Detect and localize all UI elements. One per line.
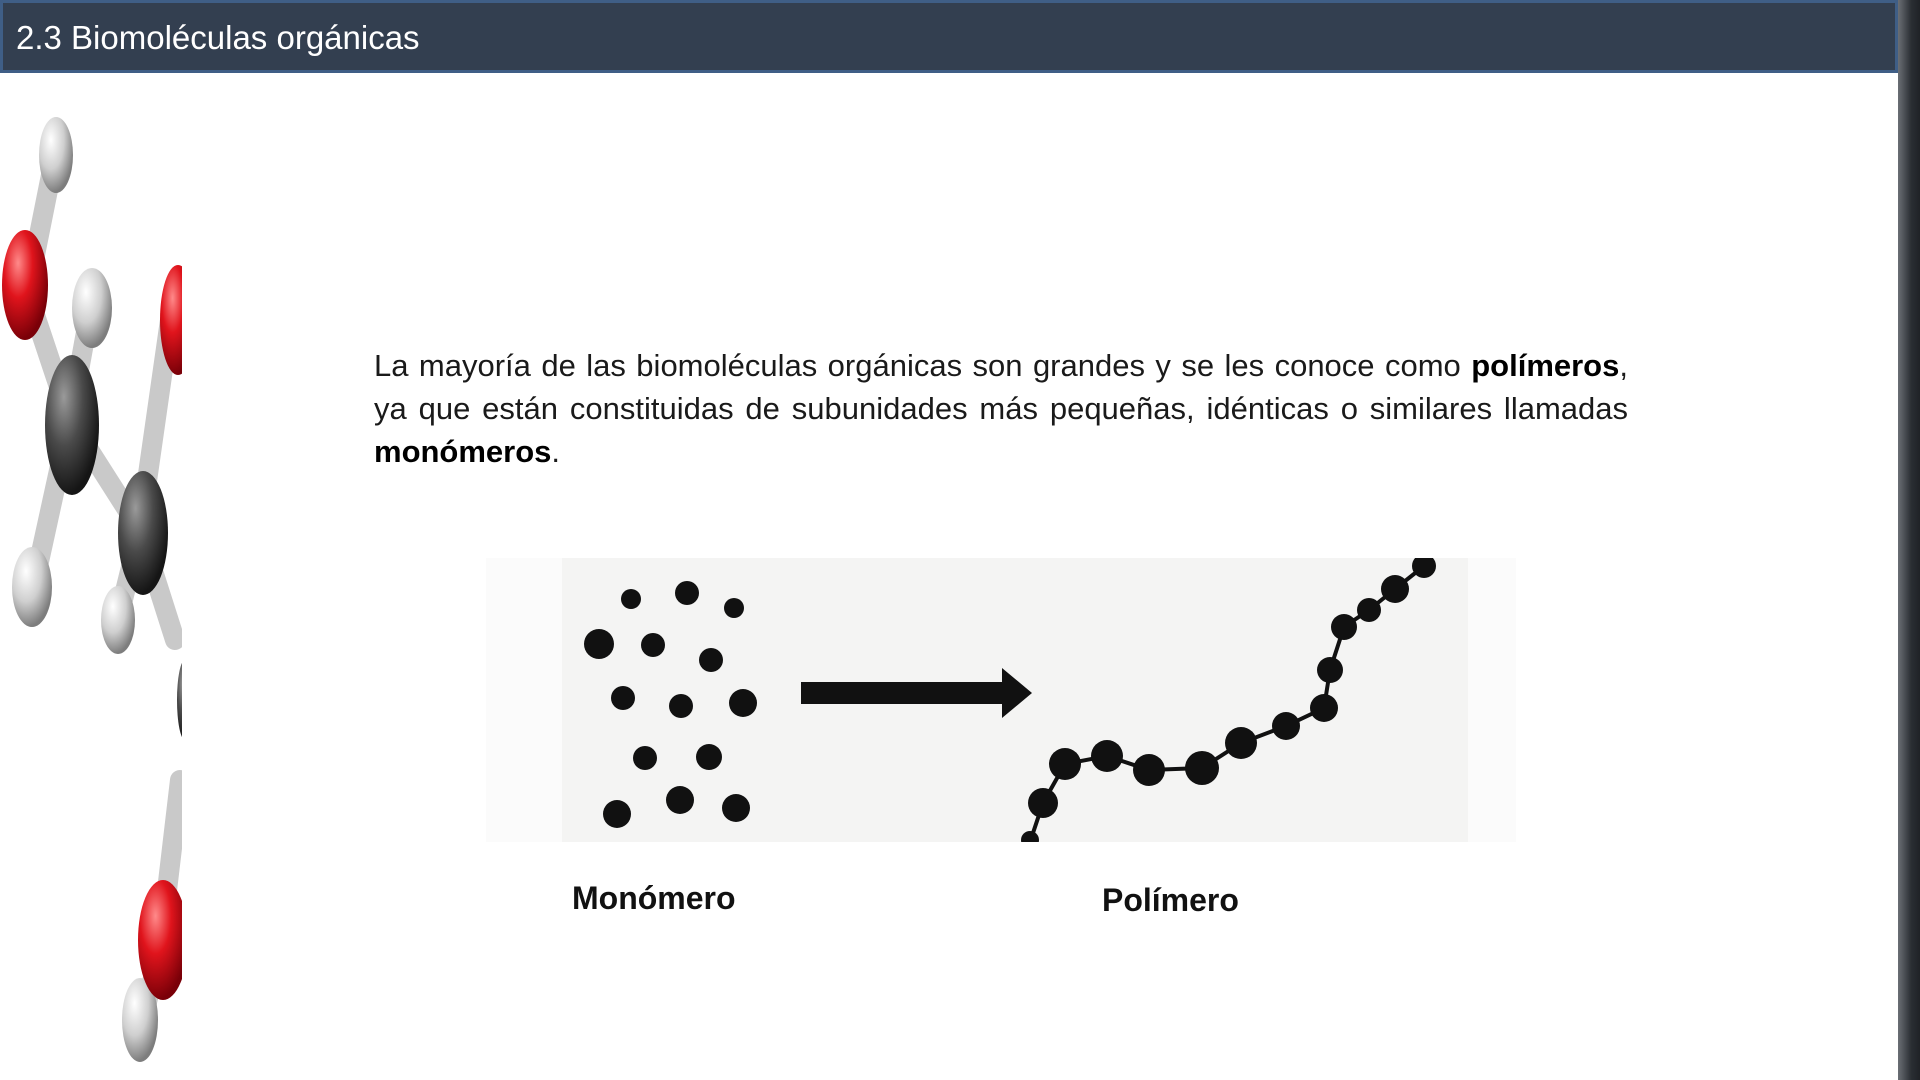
monomer-dots [584, 581, 757, 828]
body-text-part: , ya que están constituidas de subunidades más pequeñas, idénticas o similares llamadas [374, 348, 1628, 426]
monomer-polymer-diagram [562, 558, 1468, 842]
polymer-chain [1021, 558, 1436, 842]
term-monomers: monómeros [374, 434, 552, 469]
molecule-model-image [0, 80, 185, 1080]
body-text-part: La mayoría de las biomoléculas orgánicas son grandes y se les conoce como [374, 348, 1472, 383]
term-polymers: polímeros [1471, 348, 1620, 383]
body-text-end: . [551, 434, 561, 469]
slide-title: 2.3 Biomoléculas orgánicas [16, 19, 420, 56]
body-paragraph [374, 344, 1628, 473]
right-arrow-icon [801, 668, 1032, 718]
window-edge [1898, 0, 1920, 1080]
title-bar [0, 0, 1898, 73]
monomer-caption: Monómero [572, 880, 736, 916]
polymer-caption: Polímero [1102, 882, 1239, 918]
